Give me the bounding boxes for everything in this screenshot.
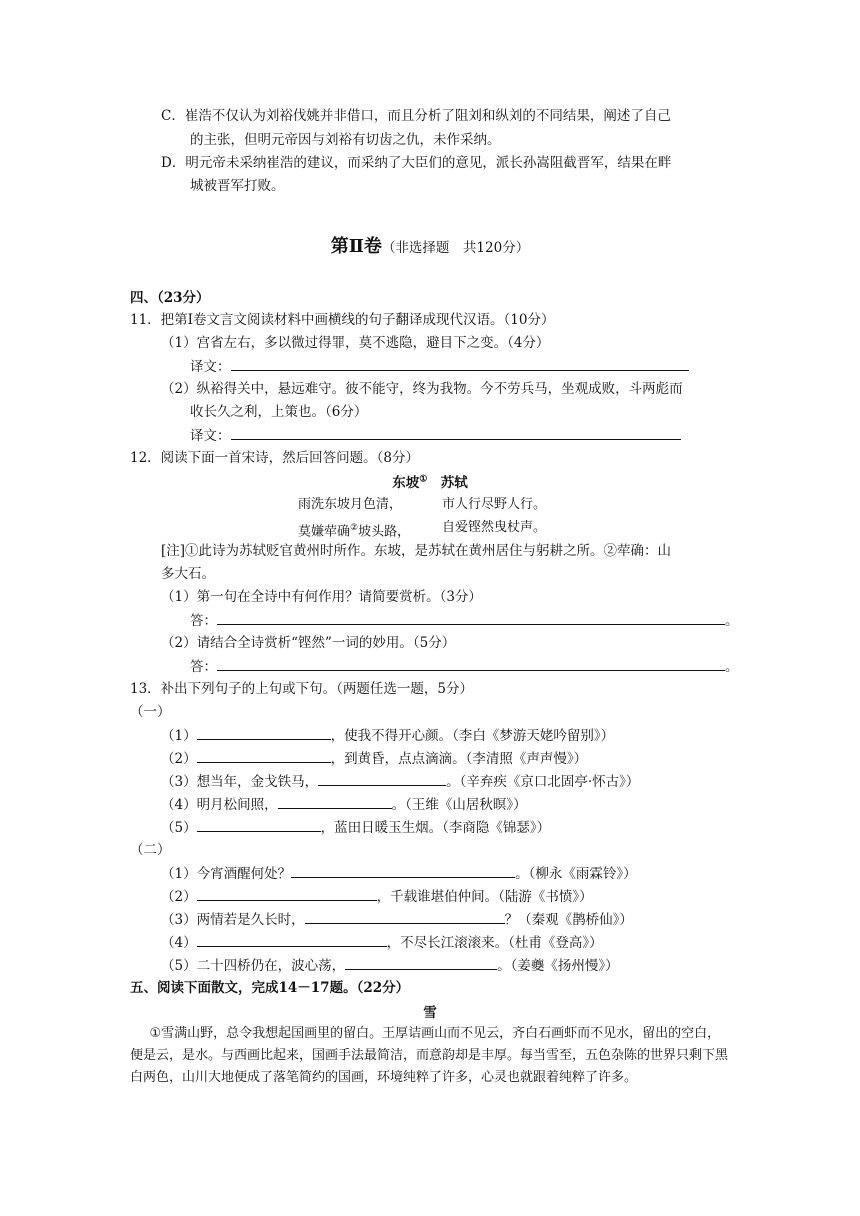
q13-g1-item3 [161, 771, 639, 792]
poem-line-2a [298, 518, 410, 542]
essay-paragraph-1: ①雪满山野，总令我想起国画里的留白。王厚诘画山而不见云，齐白石画虾而不见水，留出的空白，便是云，是水。与西画比起来，国画手法最简洁，而意韵却是丰厚。每当雪至，五色杂陈的世界只剩下黑白两色，山川大地便成了落笔简约的国画，环境纯粹了许多，心灵也就跟着纯粹了许多。 [130, 1026, 729, 1085]
q12-answer2-end: 。 [725, 659, 739, 675]
poem-title-line [0, 471, 860, 491]
q13-g2-item4-post: ，不尽长江滚滚来。（杜甫《登高》） [386, 935, 603, 951]
q13-g2-item4-pre: （4） [161, 935, 197, 951]
q13-group2-label: （二） [130, 842, 171, 858]
q13-g2-item1-post: 。（柳永《雨霖铃》） [515, 866, 637, 882]
q13-g2-item4-blank[interactable] [197, 932, 387, 947]
q13-g1-item1 [161, 725, 614, 746]
q12-answer2-label: 答： [190, 659, 217, 675]
q12-answer1-label: 答： [190, 613, 217, 629]
q13-g2-item2 [161, 886, 593, 907]
poem-note-line2: 多大石。 [161, 566, 215, 582]
q13-g2-item2-post: ，千载谁堪伯仲间。（陆游《书愤》） [376, 889, 593, 905]
section-2-subtitle: （非选择题 共120分） [381, 240, 530, 256]
option-d-line2: 城被晋军打败。 [190, 178, 285, 194]
q13-g2-item2-blank[interactable] [197, 886, 377, 901]
q11-stem: 11．把第Ⅰ卷文言文阅读材料中画横线的句子翻译成现代汉语。（10分） [130, 312, 555, 328]
q13-g2-item5-blank[interactable] [345, 955, 497, 970]
q12-answer1-end: 。 [725, 613, 739, 629]
q13-g2-item1-pre: （1）今宵酒醒何处？ [161, 866, 292, 882]
part-5-heading: 五、阅读下面散文，完成14－17题。（22分） [130, 980, 410, 996]
q12-sub2: （2）请结合全诗赏析“铿然”一词的妙用。（5分） [161, 635, 456, 651]
q13-g1-item2-pre: （2） [161, 751, 197, 767]
q13-g1-item3-pre: （3）想当年，金戈铁马， [161, 774, 319, 790]
option-c-label: C． [161, 108, 185, 124]
q11-answer2-line [190, 425, 681, 446]
q13-g2-item3-blank[interactable] [305, 909, 505, 924]
poem-note-marker-1: ① [419, 474, 428, 485]
q11-sub2-line1: （2）纵裕得关中，悬远难守。彼不能守，终为我物。今不劳兵马，坐观成败，斗两彪而 [161, 381, 683, 397]
q13-g1-item5-post: ，蓝田日暖玉生烟。（李商隐《锦瑟》） [320, 820, 551, 836]
q13-g2-item5-post: 。（姜夔《扬州慢》） [497, 958, 619, 974]
q12-answer1-line [190, 610, 739, 631]
poem-title: 东坡 [392, 475, 420, 491]
q12-answer1-blank[interactable] [217, 610, 725, 625]
q13-g1-item5 [161, 817, 550, 838]
q13-g1-item2 [161, 748, 587, 769]
poem-note-marker-2: ② [350, 523, 359, 533]
q13-g1-item3-blank[interactable] [318, 771, 446, 786]
q13-g1-item1-post: ，使我不得开心颜。（李白《梦游天姥吟留别》） [330, 728, 615, 744]
q11-answer2-label: 译文： [190, 428, 231, 444]
q13-g2-item1-blank[interactable] [291, 863, 515, 878]
poem-author: 苏轼 [427, 475, 468, 491]
q13-g2-item4 [161, 932, 603, 953]
poem-line-1a: 雨洗东坡月色清， [298, 497, 403, 512]
q13-g1-item2-post: ，到黄昏，点点滴滴。（李清照《声声慢》） [330, 751, 588, 767]
q13-g1-item2-blank[interactable] [197, 748, 331, 763]
poem-line-2a-end: 坡头路， [358, 524, 411, 540]
q13-g2-item3-post: ？（秦观《鹊桥仙》） [504, 912, 633, 928]
option-c-line2: 的主张，但明元帝因与刘裕有切齿之仇，未作采纳。 [190, 132, 501, 148]
essay-title: 雪 [423, 1005, 437, 1021]
poem-line-2a-start: 莫嫌荦确 [298, 524, 351, 540]
q11-answer2-blank[interactable] [231, 425, 681, 440]
q11-answer1-blank[interactable] [231, 356, 689, 371]
section-2-title [0, 232, 860, 258]
q13-g2-item2-pre: （2） [161, 889, 197, 905]
q12-stem: 12．阅读下面一首宋诗，然后回答问题。（8分） [130, 450, 420, 466]
part-4-heading: 四、（23分） [130, 290, 210, 306]
q13-group1-label: （一） [130, 704, 171, 720]
q12-answer2-blank[interactable] [217, 656, 725, 671]
q13-g2-item3-pre: （3）两情若是久长时， [161, 912, 305, 928]
q13-g2-item3 [161, 909, 633, 930]
poem-line-1b: 市人行尽野人行。 [442, 497, 547, 512]
q13-g2-item5 [161, 955, 619, 976]
q13-g1-item5-blank[interactable] [197, 817, 321, 832]
q13-g1-item4-pre: （4）明月松间照， [161, 797, 278, 813]
q12-answer2-line [190, 656, 739, 677]
q11-answer1-label: 译文： [190, 359, 231, 375]
q12-sub1: （1）第一句在全诗中有何作用？请简要赏析。（3分） [161, 589, 482, 605]
q13-g2-item1 [161, 863, 637, 884]
q13-g1-item4 [161, 794, 527, 815]
q11-answer1-line [190, 356, 689, 377]
q13-g1-item4-post: 。（王维《山居秋暝》） [391, 797, 527, 813]
option-d-text1: 明元帝未采纳崔浩的建议，而采纳了大臣们的意见，派长孙嵩阻截晋军，结果在畔 [185, 155, 672, 171]
poem-note-line1: [注]①此诗为苏轼贬官黄州时所作。东坡，是苏轼在黄州居住与躬耕之所。②荦确：山 [161, 543, 672, 559]
q11-sub1: （1）宫省左右，多以微过得罪，莫不逃隐，避目下之变。（4分） [161, 335, 550, 351]
q13-g2-item5-pre: （5）二十四桥仍在，波心荡， [161, 958, 346, 974]
q13-g1-item1-pre: （1） [161, 728, 197, 744]
section-2-title-main: 第Ⅱ卷 [330, 236, 382, 257]
q13-g1-item1-blank[interactable] [197, 725, 331, 740]
q13-g1-item5-pre: （5） [161, 820, 197, 836]
poem-line-2b: 自爱铿然曳杖声。 [442, 520, 547, 535]
q13-g1-item3-post: 。（辛弃疾《京口北固亭·怀古》） [446, 774, 640, 790]
option-c-line1 [161, 106, 671, 126]
q13-g1-item4-blank[interactable] [278, 794, 392, 809]
q11-sub2-line2: 收长久之利，上策也。（6分） [190, 404, 368, 420]
option-d-line1 [161, 153, 671, 173]
option-d-label: D． [161, 155, 186, 171]
option-c-text1: 崔浩不仅认为刘裕伐姚并非借口，而且分析了阻刘和纵刘的不同结果，阐述了自己 [184, 108, 671, 124]
q13-stem: 13．补出下列句子的上句或下句。（两题任选一题，5分） [130, 681, 474, 697]
